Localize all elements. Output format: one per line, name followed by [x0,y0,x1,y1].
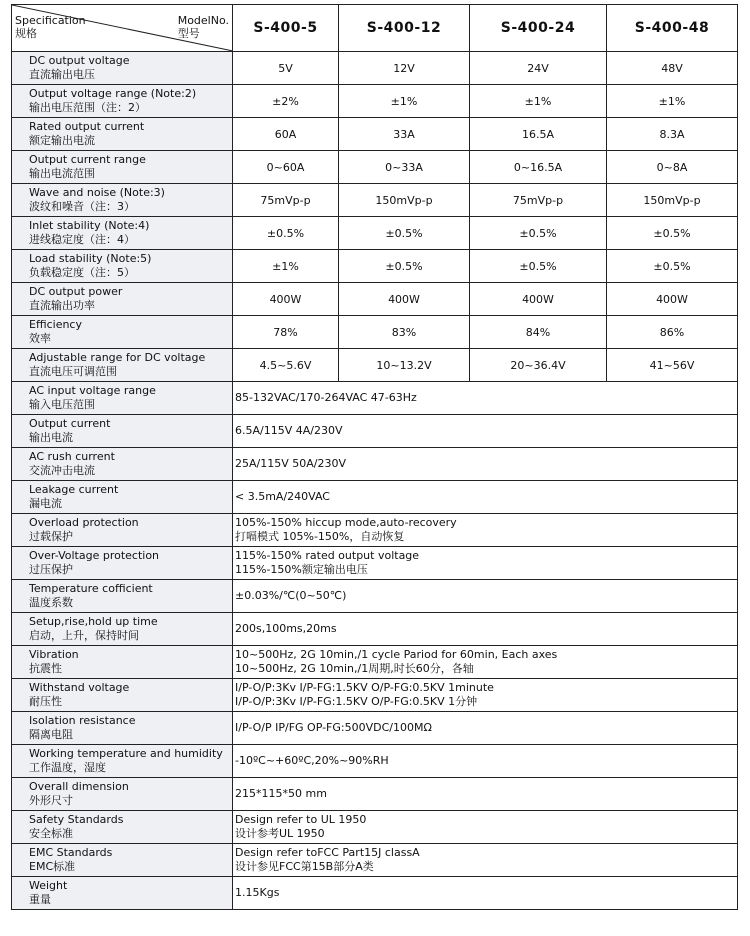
row-label-cn: 效率 [29,332,51,345]
row-label [12,778,233,811]
spec-row [12,151,738,184]
model-header: S-400-48 [607,5,738,52]
value-line: 25A/115V 50A/230V [235,457,346,470]
common-value-cell [233,844,738,877]
value-cell: 33A [339,118,470,151]
row-label-cn: 输出电流范围 [29,167,95,180]
value-cell: 75mVp-p [470,184,607,217]
row-label-cn: 过载保护 [29,530,73,543]
row-label-cn: 安全标准 [29,827,73,840]
common-value-cell [233,877,738,910]
value-cell: 400W [470,283,607,316]
row-label-cn: 波纹和噪音（注：3） [29,200,135,213]
row-label-cn: 进线稳定度（注：4） [29,233,135,246]
row-label [12,349,233,382]
row-label-en: Efficiency [29,318,82,331]
value-cell: ±1% [470,85,607,118]
value-cell: 0~16.5A [470,151,607,184]
row-label-cn: 外形尺寸 [29,794,73,807]
value-cell: ±2% [233,85,339,118]
value-cell: ±1% [339,85,470,118]
row-label-en: Setup,rise,hold up time [29,615,158,628]
spec-row [12,646,738,679]
model-label-cn: 型号 [177,27,200,40]
model-label-en: ModelNo. [177,14,229,27]
value-cell: ±0.5% [339,217,470,250]
spec-row [12,52,738,85]
value-cell: 86% [607,316,738,349]
value-line: < 3.5mA/240VAC [235,490,330,503]
row-label-cn: 输出电压范围（注：2） [29,101,146,114]
spec-row [12,580,738,613]
row-label [12,217,233,250]
row-label [12,184,233,217]
common-value-cell [233,811,738,844]
row-label [12,448,233,481]
row-label-en: Vibration [29,648,79,661]
spec-label-en: Specification [15,14,86,27]
spec-table [11,4,738,910]
value-line: 10~500Hz, 2G 10min,/1 cycle Pariod for 60min, Each axes [235,648,558,661]
row-label-cn: 隔离电阻 [29,728,73,741]
row-label-cn: 输入电压范围 [29,398,95,411]
spec-row [12,85,738,118]
row-label-en: Output current [29,417,111,430]
value-cell: 10~13.2V [339,349,470,382]
corner-cell [12,5,233,52]
spec-row [12,547,738,580]
row-label-en: Temperature cofficient [29,582,153,595]
value-line: I/P-O/P IP/FG OP-FG:500VDC/100MΩ [235,721,432,734]
row-label [12,745,233,778]
row-label-cn: 温度系数 [29,596,73,609]
common-value-cell [233,646,738,679]
spec-row [12,712,738,745]
value-line: Design refer to UL 1950 [235,813,367,826]
model-header: S-400-12 [339,5,470,52]
common-value-cell [233,382,738,415]
row-label-cn: 耐压性 [29,695,62,708]
row-label [12,382,233,415]
spec-row [12,745,738,778]
row-label-cn: 直流输出电压 [29,68,95,81]
row-label [12,316,233,349]
spec-row [12,877,738,910]
spec-row [12,349,738,382]
spec-row [12,250,738,283]
value-cell: ±0.5% [470,217,607,250]
spec-row [12,382,738,415]
value-cell: ±0.5% [607,217,738,250]
value-cell: 75mVp-p [233,184,339,217]
value-line: 设计参考UL 1950 [235,827,325,840]
row-label-cn: 额定输出电流 [29,134,95,147]
value-line: Design refer toFCC Part15J classA [235,846,420,859]
row-label [12,415,233,448]
row-label-en: Isolation resistance [29,714,136,727]
row-label-cn: 启动，上升，保持时间 [29,629,139,642]
value-cell: ±0.5% [339,250,470,283]
spec-row [12,118,738,151]
value-cell: 20~36.4V [470,349,607,382]
row-label [12,151,233,184]
row-label-en: Output voltage range (Note:2) [29,87,197,100]
row-label-en: Overall dimension [29,780,129,793]
value-cell: 400W [607,283,738,316]
row-label-en: Weight [29,879,68,892]
spec-row [12,448,738,481]
value-cell: 150mVp-p [607,184,738,217]
row-label [12,52,233,85]
value-cell: 4.5~5.6V [233,349,339,382]
row-label-cn: 直流电压可调范围 [29,365,117,378]
common-value-cell [233,712,738,745]
common-value-cell [233,514,738,547]
spec-row [12,481,738,514]
row-label-en: Over-Voltage protection [29,549,160,562]
row-label-cn: 过压保护 [29,563,73,576]
row-label-cn: 重量 [29,893,51,906]
spec-table-body [12,52,738,910]
spec-row [12,184,738,217]
model-header: S-400-5 [233,5,339,52]
row-label [12,844,233,877]
spec-row [12,844,738,877]
common-value-cell [233,547,738,580]
common-value-cell [233,778,738,811]
value-line: 设计参见FCC第15B部分A类 [235,860,374,873]
row-label [12,547,233,580]
row-label-en: AC rush current [29,450,115,463]
value-line: 105%-150% hiccup mode,auto-recovery [235,516,457,529]
row-label [12,580,233,613]
value-line: 6.5A/115V 4A/230V [235,424,343,437]
spec-row [12,514,738,547]
row-label [12,85,233,118]
spec-row [12,811,738,844]
row-label [12,250,233,283]
row-label [12,877,233,910]
value-line: 215*115*50 mm [235,787,327,800]
value-line: 10~500Hz, 2G 10min,/1周期,时长60分，各轴 [235,662,474,675]
row-label-en: AC input voltage range [29,384,156,397]
value-cell: 78% [233,316,339,349]
value-cell: ±0.5% [233,217,339,250]
spec-row [12,283,738,316]
row-label-en: Withstand voltage [29,681,130,694]
row-label-en: Adjustable range for DC voltage [29,351,206,364]
row-label [12,481,233,514]
common-value-cell [233,679,738,712]
value-cell: 60A [233,118,339,151]
common-value-cell [233,415,738,448]
value-line: 115%-150%额定输出电压 [235,563,368,576]
row-label-en: Working temperature and humidity [29,747,223,760]
value-cell: 0~33A [339,151,470,184]
row-label [12,118,233,151]
row-label-cn: 漏电流 [29,497,62,510]
spec-row [12,679,738,712]
value-cell: 24V [470,52,607,85]
row-label [12,811,233,844]
value-cell: ±1% [607,85,738,118]
value-cell: 41~56V [607,349,738,382]
row-label-en: Rated output current [29,120,145,133]
value-cell: 5V [233,52,339,85]
value-cell: ±0.5% [470,250,607,283]
spec-label-cn: 规格 [15,27,37,40]
value-cell: 400W [339,283,470,316]
value-cell: 0~60A [233,151,339,184]
row-label-en: Overload protection [29,516,139,529]
spec-row [12,415,738,448]
row-label [12,613,233,646]
row-label-cn: 工作温度，湿度 [29,761,106,774]
value-cell: 84% [470,316,607,349]
value-line: 115%-150% rated output voltage [235,549,420,562]
row-label-cn: 输出电流 [29,431,73,444]
common-value-cell [233,613,738,646]
row-label-cn: EMC标准 [29,860,76,873]
common-value-cell [233,448,738,481]
value-cell: 16.5A [470,118,607,151]
row-label-cn: 负载稳定度（注：5） [29,266,135,279]
row-label-en: Inlet stability (Note:4) [29,219,150,232]
common-value-cell [233,481,738,514]
spec-row [12,613,738,646]
value-cell: 83% [339,316,470,349]
spec-row [12,778,738,811]
row-label-cn: 直流输出功率 [29,299,95,312]
value-cell: 400W [233,283,339,316]
row-label-en: EMC Standards [29,846,113,859]
value-line: 85-132VAC/170-264VAC 47-63Hz [235,391,417,404]
row-label-en: Load stability (Note:5) [29,252,152,265]
row-label [12,646,233,679]
value-cell: ±0.5% [607,250,738,283]
spec-row [12,316,738,349]
row-label-en: Wave and noise (Note:3) [29,186,165,199]
header-row [12,5,738,52]
value-line: I/P-O/P:3Kv I/P-FG:1.5KV O/P-FG:0.5KV 1分钟 [235,695,478,708]
row-label [12,712,233,745]
row-label-en: DC output voltage [29,54,130,67]
value-line: I/P-O/P:3Kv I/P-FG:1.5KV O/P-FG:0.5KV 1minute [235,681,494,694]
model-header: S-400-24 [470,5,607,52]
value-line: 1.15Kgs [235,886,280,899]
value-cell: 8.3A [607,118,738,151]
row-label-cn: 抗震性 [29,662,62,675]
row-label [12,283,233,316]
value-line: -10ºC~+60ºC,20%~90%RH [235,754,389,767]
row-label-cn: 交流冲击电流 [29,464,95,477]
row-label-en: Output current range [29,153,146,166]
value-cell: 0~8A [607,151,738,184]
row-label-en: DC output power [29,285,123,298]
row-label [12,679,233,712]
value-line: 200s,100ms,20ms [235,622,337,635]
row-label-en: Safety Standards [29,813,124,826]
value-line: ±0.03%/℃(0~50℃) [235,589,347,602]
value-cell: 48V [607,52,738,85]
value-line: 打嗝模式 105%-150%，自动恢复 [235,530,405,543]
value-cell: ±1% [233,250,339,283]
spec-row [12,217,738,250]
value-cell: 12V [339,52,470,85]
value-cell: 150mVp-p [339,184,470,217]
common-value-cell [233,580,738,613]
row-label [12,514,233,547]
row-label-en: Leakage current [29,483,119,496]
common-value-cell [233,745,738,778]
